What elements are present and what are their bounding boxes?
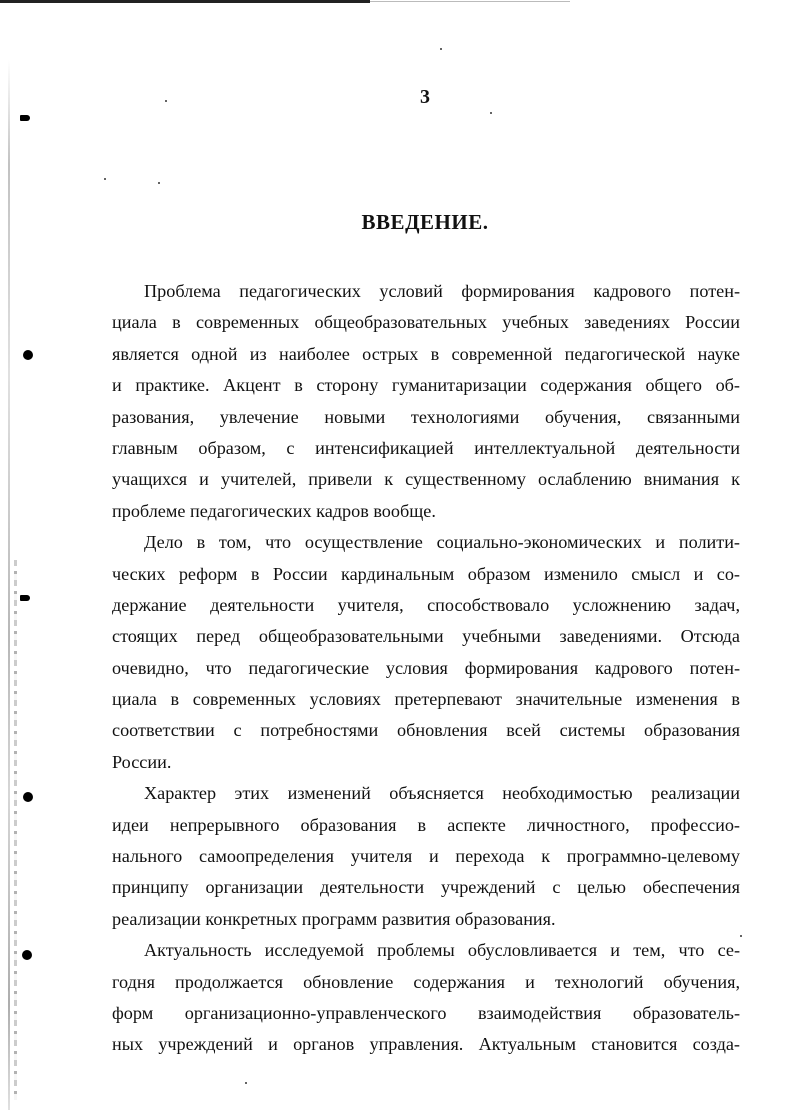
text-line: форм организационно-управленческого взаимодействия образователь-: [112, 1002, 740, 1023]
scan-speck: [165, 100, 167, 102]
scan-top-rule-faint: [370, 1, 570, 2]
binding-hole-mark: [23, 350, 33, 360]
body-text: [112, 276, 740, 1061]
text-line: ных учреждений и органов управления. Актуальным становится созда-: [112, 1034, 740, 1055]
scan-speck: [158, 182, 160, 184]
text-line: Дело в том, что осуществление социально-экономических и полити-: [144, 532, 740, 553]
binding-hole-mark: [22, 950, 32, 960]
text-line: годня продолжается обновление содержания и технологий обучения,: [112, 971, 740, 992]
text-line: Актуальность исследуемой проблемы обусловливается и тем, что се-: [144, 940, 740, 961]
scan-left-edge-noise: [14, 560, 17, 1100]
text-line: держание деятельности учителя, способствовало усложнению задач,: [112, 594, 740, 615]
binding-hole-mark: [20, 595, 30, 601]
text-line: принципу организации деятельности учреждений с целью обеспечения: [112, 877, 740, 898]
text-line: разования, увлечение новыми технологиями обучения, связанными: [112, 406, 740, 427]
binding-hole-mark: [23, 792, 33, 802]
page-number: 3: [420, 86, 430, 108]
text-line: главным образом, с интенсификацией интеллектуальной деятельности: [112, 437, 740, 458]
text-line: циала в современных общеобразовательных учебных заведениях России: [112, 312, 740, 333]
scan-speck: [440, 48, 442, 50]
scan-left-edge: [8, 60, 10, 1110]
text-line: Проблема педагогических условий формирования кадрового потен-: [144, 281, 740, 301]
text-line: ческих реформ в России кардинальным образом изменило смысл и со-: [112, 563, 740, 584]
text-line: соответствии с потребностями обновления всей системы образования: [112, 720, 740, 741]
binding-hole-mark: [20, 115, 30, 121]
scan-speck: [104, 178, 106, 180]
text-line: Характер этих изменений объясняется необходимостью реализации: [144, 783, 740, 804]
text-line: циала в современных условиях претерпевают значительные изменения в: [112, 689, 740, 710]
text-line: идеи непрерывного образования в аспекте личностного, профессио-: [112, 814, 740, 835]
text-line: очевидно, что педагогические условия формирования кадрового потен-: [112, 657, 740, 678]
text-line: России.: [112, 751, 172, 772]
scan-speck: [245, 1082, 247, 1084]
text-line: стоящих перед общеобразовательными учебными заведениями. Отсюда: [112, 626, 740, 647]
scan-speck: [740, 935, 742, 937]
text-line: проблеме педагогических кадров вообще.: [112, 500, 436, 521]
text-line: является одной из наиболее острых в современной педагогической науке: [112, 343, 740, 364]
text-line: нального самоопределения учителя и перехода к программно-целевому: [112, 846, 740, 867]
page-heading: ВВЕДЕНИЕ.: [361, 210, 489, 234]
text-line: учащихся и учителей, привели к существенному ослаблению внимания к: [112, 469, 740, 490]
text-line: и практике. Акцент в сторону гуманитаризации содержания общего об-: [112, 375, 740, 396]
scan-speck: [490, 112, 492, 114]
text-line: реализации конкретных программ развития образования.: [112, 908, 556, 929]
scan-top-rule: [0, 0, 370, 3]
